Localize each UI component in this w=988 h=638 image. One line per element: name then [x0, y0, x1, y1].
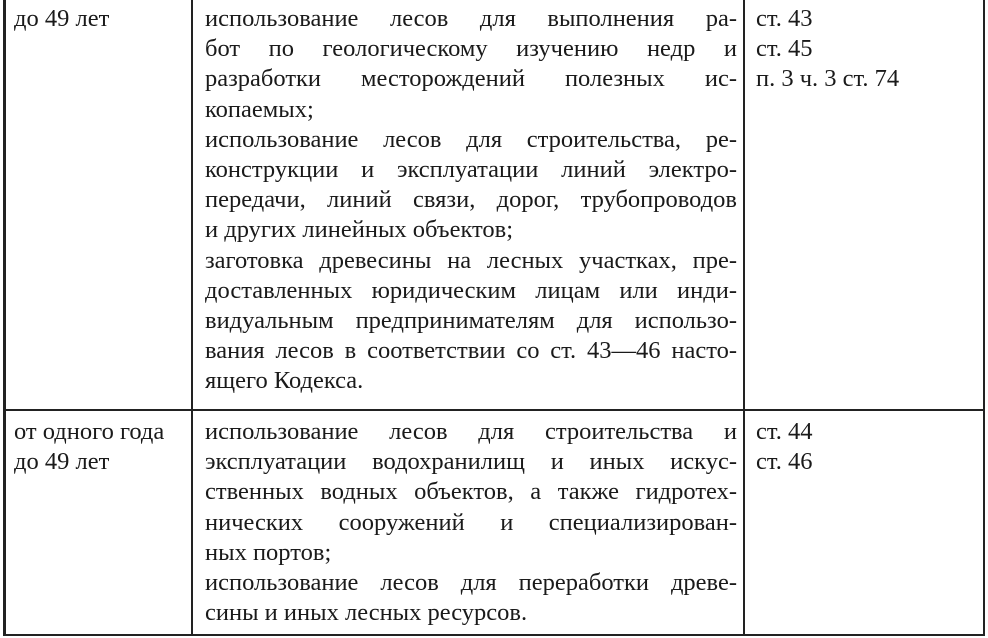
usage-text-line: заготовка древесины на лесных участках, пре-: [205, 246, 737, 274]
usage-text-line: сины и иных лесных ресурсов.: [205, 599, 528, 627]
column-divider: [743, 0, 745, 636]
table-row-1-term-cell: [14, 4, 186, 34]
usage-text-line: ящего Кодекса.: [205, 367, 364, 395]
row-divider: [3, 409, 985, 411]
usage-text-line: передачи, линий связи, дорог, трубопроводов: [205, 186, 737, 214]
usage-text-line: доставленных юридическим лицам или инди-: [205, 276, 737, 304]
column-divider: [191, 0, 193, 636]
usage-text-line: разработки месторождений полезных ис-: [205, 65, 737, 93]
table-row-1-uses-cell: [205, 4, 737, 397]
usage-text-line: использование лесов для строительства, ре-: [205, 125, 737, 153]
term-text: от одного года: [14, 418, 165, 445]
table-row-2-refs-cell: [756, 417, 976, 477]
usage-text-line: ственных водных объектов, а также гидротех-: [205, 478, 737, 506]
article-reference: ст. 46: [756, 448, 813, 476]
article-reference: ст. 45: [756, 35, 813, 63]
usage-text-line: эксплуатации водохранилищ и иных искус-: [205, 448, 737, 476]
usage-text-line: нических сооружений и специализирован-: [205, 508, 737, 536]
table-row-1-refs-cell: [756, 4, 976, 95]
usage-text-line: и других линейных объектов;: [205, 216, 514, 244]
table-row-2-term-cell: [14, 417, 188, 477]
usage-text-line: вания лесов в соответствии со ст. 43—46 насто-: [205, 337, 737, 365]
usage-text-line: использование лесов для строительства и: [205, 418, 737, 445]
usage-text-line: конструкции и эксплуатации линий электро-: [205, 156, 737, 184]
usage-text-line: копаемых;: [205, 95, 314, 123]
article-reference: ст. 44: [756, 418, 813, 445]
usage-text-line: использование лесов для переработки древе-: [205, 569, 737, 597]
usage-text-line: видуальным предпринимателям для использо-: [205, 307, 737, 335]
table-row-2-uses-cell: [205, 417, 737, 628]
usage-text-line: ных портов;: [205, 538, 332, 566]
article-reference: п. 3 ч. 3 ст. 74: [756, 65, 900, 93]
term-text: до 49 лет: [14, 448, 110, 476]
article-reference: ст. 43: [756, 5, 813, 32]
usage-text-line: бот по геологическому изучению недр и: [205, 35, 737, 63]
term-text: до 49 лет: [14, 5, 110, 32]
usage-text-line: использование лесов для выполнения ра-: [205, 5, 737, 32]
